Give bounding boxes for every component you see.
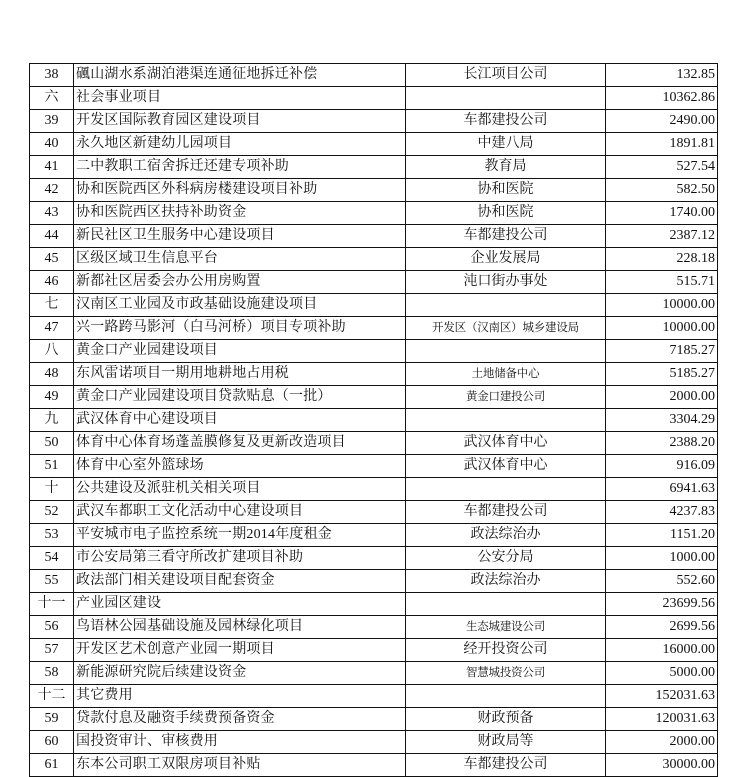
table-body bbox=[30, 64, 718, 777]
row-project-name: 社会事业项目 bbox=[74, 87, 406, 110]
row-amount: 4237.83 bbox=[606, 501, 718, 524]
row-unit: 开发区（汉南区）城乡建设局 bbox=[406, 317, 606, 340]
table-row bbox=[30, 133, 718, 156]
row-number: 45 bbox=[30, 248, 74, 271]
table-row bbox=[30, 708, 718, 731]
row-number: 53 bbox=[30, 524, 74, 547]
row-unit: 教育局 bbox=[406, 156, 606, 179]
table-row bbox=[30, 455, 718, 478]
row-project-name: 区级区域卫生信息平台 bbox=[74, 248, 406, 271]
row-amount: 228.18 bbox=[606, 248, 718, 271]
row-amount: 2000.00 bbox=[606, 386, 718, 409]
row-amount: 5185.27 bbox=[606, 363, 718, 386]
row-unit: 武汉体育中心 bbox=[406, 432, 606, 455]
row-project-name: 武汉体育中心建设项目 bbox=[74, 409, 406, 432]
row-project-name: 协和医院西区扶持补助资金 bbox=[74, 202, 406, 225]
row-number: 49 bbox=[30, 386, 74, 409]
row-project-name: 市公安局第三看守所改扩建项目补助 bbox=[74, 547, 406, 570]
row-amount: 5000.00 bbox=[606, 662, 718, 685]
row-project-name: 开发区艺术创意产业园一期项目 bbox=[74, 639, 406, 662]
row-unit: 财政预备 bbox=[406, 708, 606, 731]
table-row bbox=[30, 271, 718, 294]
row-amount: 2490.00 bbox=[606, 110, 718, 133]
row-unit: 土地储备中心 bbox=[406, 363, 606, 386]
row-project-name: 新民社区卫生服务中心建设项目 bbox=[74, 225, 406, 248]
row-number: 46 bbox=[30, 271, 74, 294]
budget-table bbox=[29, 63, 718, 777]
table-row bbox=[30, 179, 718, 202]
table-row bbox=[30, 662, 718, 685]
row-unit: 武汉体育中心 bbox=[406, 455, 606, 478]
row-number: 八 bbox=[30, 340, 74, 363]
row-unit: 协和医院 bbox=[406, 202, 606, 225]
row-amount: 3304.29 bbox=[606, 409, 718, 432]
row-number: 59 bbox=[30, 708, 74, 731]
table-row bbox=[30, 524, 718, 547]
row-unit bbox=[406, 294, 606, 317]
table-row bbox=[30, 202, 718, 225]
table-row bbox=[30, 501, 718, 524]
row-amount: 2000.00 bbox=[606, 731, 718, 754]
row-amount: 1151.20 bbox=[606, 524, 718, 547]
row-number: 48 bbox=[30, 363, 74, 386]
row-number: 40 bbox=[30, 133, 74, 156]
row-unit bbox=[406, 87, 606, 110]
table-row bbox=[30, 363, 718, 386]
row-project-name: 兴一路跨马影河（白马河桥）项目专项补助 bbox=[74, 317, 406, 340]
row-unit bbox=[406, 685, 606, 708]
row-project-name: 东本公司职工双限房项目补贴 bbox=[74, 754, 406, 777]
row-number: 56 bbox=[30, 616, 74, 639]
row-number: 十一 bbox=[30, 593, 74, 616]
row-number: 55 bbox=[30, 570, 74, 593]
table-row bbox=[30, 593, 718, 616]
row-amount: 1000.00 bbox=[606, 547, 718, 570]
table-row bbox=[30, 547, 718, 570]
row-number: 六 bbox=[30, 87, 74, 110]
row-unit: 政法综治办 bbox=[406, 524, 606, 547]
row-amount: 582.50 bbox=[606, 179, 718, 202]
row-project-name: 平安城市电子监控系统一期2014年度租金 bbox=[74, 524, 406, 547]
row-amount: 10000.00 bbox=[606, 294, 718, 317]
row-amount: 10362.86 bbox=[606, 87, 718, 110]
table-row bbox=[30, 639, 718, 662]
row-number: 47 bbox=[30, 317, 74, 340]
table-row bbox=[30, 294, 718, 317]
row-unit: 政法综治办 bbox=[406, 570, 606, 593]
row-project-name: 开发区国际教育园区建设项目 bbox=[74, 110, 406, 133]
row-amount: 916.09 bbox=[606, 455, 718, 478]
row-unit: 长江项目公司 bbox=[406, 64, 606, 87]
row-project-name: 碸山湖水系湖泊港渠连通征地拆迁补偿 bbox=[74, 64, 406, 87]
row-amount: 2387.12 bbox=[606, 225, 718, 248]
table-row bbox=[30, 64, 718, 87]
row-number: 七 bbox=[30, 294, 74, 317]
row-amount: 552.60 bbox=[606, 570, 718, 593]
row-project-name: 产业园区建设 bbox=[74, 593, 406, 616]
row-unit: 经开投资公司 bbox=[406, 639, 606, 662]
budget-sheet bbox=[29, 63, 717, 777]
row-amount: 6941.63 bbox=[606, 478, 718, 501]
table-row bbox=[30, 248, 718, 271]
row-project-name: 其它费用 bbox=[74, 685, 406, 708]
row-unit: 公安分局 bbox=[406, 547, 606, 570]
row-amount: 2699.56 bbox=[606, 616, 718, 639]
row-number: 十二 bbox=[30, 685, 74, 708]
row-number: 42 bbox=[30, 179, 74, 202]
row-unit bbox=[406, 593, 606, 616]
row-number: 61 bbox=[30, 754, 74, 777]
row-unit: 车都建投公司 bbox=[406, 110, 606, 133]
row-project-name: 体育中心室外篮球场 bbox=[74, 455, 406, 478]
table-row bbox=[30, 110, 718, 133]
row-number: 58 bbox=[30, 662, 74, 685]
row-number: 52 bbox=[30, 501, 74, 524]
row-number: 54 bbox=[30, 547, 74, 570]
row-number: 39 bbox=[30, 110, 74, 133]
table-row bbox=[30, 156, 718, 179]
row-unit: 企业发展局 bbox=[406, 248, 606, 271]
row-amount: 527.54 bbox=[606, 156, 718, 179]
row-project-name: 武汉车都职工文化活动中心建设项目 bbox=[74, 501, 406, 524]
row-amount: 16000.00 bbox=[606, 639, 718, 662]
row-unit: 车都建投公司 bbox=[406, 754, 606, 777]
row-project-name: 东风雷诺项目一期用地耕地占用税 bbox=[74, 363, 406, 386]
row-number: 九 bbox=[30, 409, 74, 432]
table-row bbox=[30, 570, 718, 593]
row-project-name: 永久地区新建幼儿园项目 bbox=[74, 133, 406, 156]
row-amount: 2388.20 bbox=[606, 432, 718, 455]
row-amount: 515.71 bbox=[606, 271, 718, 294]
table-row bbox=[30, 87, 718, 110]
row-unit: 车都建投公司 bbox=[406, 501, 606, 524]
row-amount: 10000.00 bbox=[606, 317, 718, 340]
row-project-name: 新能源研究院后续建设资金 bbox=[74, 662, 406, 685]
row-number: 43 bbox=[30, 202, 74, 225]
row-unit: 车都建投公司 bbox=[406, 225, 606, 248]
row-number: 51 bbox=[30, 455, 74, 478]
table-row bbox=[30, 317, 718, 340]
row-unit: 沌口街办事处 bbox=[406, 271, 606, 294]
row-amount: 132.85 bbox=[606, 64, 718, 87]
table-row bbox=[30, 616, 718, 639]
table-row bbox=[30, 409, 718, 432]
row-project-name: 协和医院西区外科病房楼建设项目补助 bbox=[74, 179, 406, 202]
row-number: 44 bbox=[30, 225, 74, 248]
table-row bbox=[30, 685, 718, 708]
row-project-name: 二中教职工宿舍拆迁还建专项补助 bbox=[74, 156, 406, 179]
row-unit: 中建八局 bbox=[406, 133, 606, 156]
row-unit: 生态城建设公司 bbox=[406, 616, 606, 639]
row-unit: 协和医院 bbox=[406, 179, 606, 202]
row-project-name: 黄金口产业园建设项目 bbox=[74, 340, 406, 363]
table-row bbox=[30, 340, 718, 363]
row-amount: 30000.00 bbox=[606, 754, 718, 777]
row-amount: 1740.00 bbox=[606, 202, 718, 225]
row-amount: 120031.63 bbox=[606, 708, 718, 731]
row-number: 38 bbox=[30, 64, 74, 87]
row-project-name: 国投资审计、审核费用 bbox=[74, 731, 406, 754]
table-row bbox=[30, 754, 718, 777]
table-row bbox=[30, 225, 718, 248]
row-unit bbox=[406, 478, 606, 501]
row-project-name: 黄金口产业园建设项目贷款贴息（一批） bbox=[74, 386, 406, 409]
row-unit: 财政局等 bbox=[406, 731, 606, 754]
row-amount: 7185.27 bbox=[606, 340, 718, 363]
row-number: 57 bbox=[30, 639, 74, 662]
row-unit: 黄金口建投公司 bbox=[406, 386, 606, 409]
row-unit bbox=[406, 340, 606, 363]
row-amount: 23699.56 bbox=[606, 593, 718, 616]
row-project-name: 贷款付息及融资手续费预备资金 bbox=[74, 708, 406, 731]
table-row bbox=[30, 432, 718, 455]
table-row bbox=[30, 478, 718, 501]
row-project-name: 鸟语林公园基础设施及园林绿化项目 bbox=[74, 616, 406, 639]
row-project-name: 新都社区居委会办公用房购置 bbox=[74, 271, 406, 294]
row-project-name: 汉南区工业园及市政基础设施建设项目 bbox=[74, 294, 406, 317]
row-number: 十 bbox=[30, 478, 74, 501]
row-number: 41 bbox=[30, 156, 74, 179]
row-number: 60 bbox=[30, 731, 74, 754]
row-amount: 1891.81 bbox=[606, 133, 718, 156]
table-row bbox=[30, 731, 718, 754]
row-unit bbox=[406, 409, 606, 432]
row-number: 50 bbox=[30, 432, 74, 455]
row-unit: 智慧城投资公司 bbox=[406, 662, 606, 685]
row-amount: 152031.63 bbox=[606, 685, 718, 708]
row-project-name: 政法部门相关建设项目配套资金 bbox=[74, 570, 406, 593]
row-project-name: 体育中心体育场蓬盖膜修复及更新改造项目 bbox=[74, 432, 406, 455]
row-project-name: 公共建设及派驻机关相关项目 bbox=[74, 478, 406, 501]
table-row bbox=[30, 386, 718, 409]
